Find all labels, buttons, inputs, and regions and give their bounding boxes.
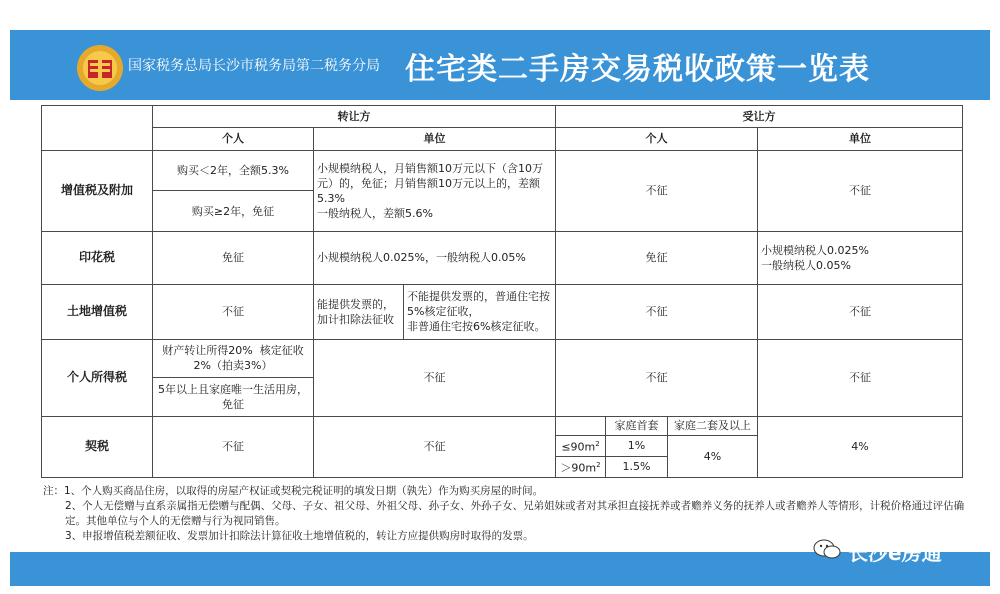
deed-corner xyxy=(556,416,606,435)
deed-area-gt90-text: ＞90m xyxy=(560,461,597,475)
income-individual-a2: 核定征收2%（拍卖3%） xyxy=(193,344,304,373)
vat-individual-b: 购买≥2年，免征 xyxy=(153,191,314,232)
stamp-buyer-individual: 免征 xyxy=(556,231,758,284)
land-unit-no-invoice-line2: 非普通住宅按6%核定征收。 xyxy=(407,320,546,334)
deed-second-rate: 4% xyxy=(668,435,758,477)
brand-watermark: 长沙e房通 xyxy=(848,541,942,565)
corner-cell xyxy=(42,106,153,151)
land-unit-invoice: 能提供发票的，加计扣除法征收 xyxy=(314,284,404,339)
stamp-unit: 小规模纳税人0.025%，一般纳税人0.05% xyxy=(314,231,556,284)
deed-area-le90-text: ≤90m xyxy=(561,440,596,454)
income-unit: 不征 xyxy=(314,339,556,416)
land-row-label: 土地增值税 xyxy=(42,284,153,339)
buyer-unit-header: 单位 xyxy=(758,128,963,150)
deed-individual: 不征 xyxy=(153,416,314,477)
note-1: 注：1、个人购买商品住房，以取得的房屋产权证或契税完税证明的填发日期（孰先）作为购买房屋的时间。 xyxy=(43,485,544,497)
deed-second-home-header: 家庭二套及以上 xyxy=(668,416,758,435)
page-title: 住宅类二手房交易税收政策一览表 xyxy=(405,52,870,87)
buyer-individual-header: 个人 xyxy=(556,128,758,150)
income-row-label: 个人所得税 xyxy=(42,339,153,416)
stamp-individual: 免征 xyxy=(153,231,314,284)
vat-unit-line1: 小规模纳税人，月销售额10万元以下（含10万元）的，免征；月销售额10万元以上的，差额5.3% xyxy=(317,161,543,205)
transferee-header: 受让方 xyxy=(556,106,963,128)
land-unit-no-invoice-line1: 不能提供发票的，普通住宅按5%核定征收， xyxy=(407,290,550,319)
income-buyer-unit: 不征 xyxy=(758,339,963,416)
income-individual-b: 5年以上且家庭唯一生活用房，免征 xyxy=(153,378,314,417)
footer-banner xyxy=(10,552,990,586)
vat-unit xyxy=(314,150,556,231)
org-name: 国家税务总局长沙市税务局第二税务分局 xyxy=(128,58,380,74)
deed-first-home-header: 家庭首套 xyxy=(606,416,668,435)
wechat-icon xyxy=(812,538,842,560)
note-2: 2、个人无偿赠与直系亲属指无偿赠与配偶、父母、子女、祖父母、外祖父母、孙子女、外孙子女、兄弟姐妹或者对其承担直接抚养或者赡养义务的抚养人或者赡养人等情形，计税价格通过评估确定。其他单位与个人的无偿赠与行为视同销售。 xyxy=(65,500,965,527)
vat-unit-line2: 一般纳税人，差额5.6% xyxy=(317,206,433,220)
income-buyer-individual: 不征 xyxy=(556,339,758,416)
tax-emblem-logo xyxy=(75,43,125,93)
deed-unit: 不征 xyxy=(314,416,556,477)
deed-first-le90: 1% xyxy=(606,435,668,456)
deed-area-le90 xyxy=(556,435,606,456)
income-individual-a xyxy=(153,339,314,378)
stamp-row-label: 印花税 xyxy=(42,231,153,284)
seller-individual-header: 个人 xyxy=(153,128,314,150)
land-buyer-individual: 不征 xyxy=(556,284,758,339)
deed-area-gt90 xyxy=(556,456,606,477)
land-individual: 不征 xyxy=(153,284,314,339)
stamp-buyer-unit xyxy=(758,231,963,284)
stamp-buyer-unit-a: 小规模纳税人0.025% xyxy=(761,243,869,257)
deed-row-label: 契税 xyxy=(42,416,153,477)
notes-section xyxy=(43,484,973,544)
note-3: 3、申报增值税差额征收、发票加计扣除法计算征收土地增值税的，转让方应提供购房时取得的发票。 xyxy=(65,530,534,542)
land-buyer-unit: 不征 xyxy=(758,284,963,339)
transferor-header: 转让方 xyxy=(153,106,556,128)
deed-area-le90-sup: 2 xyxy=(595,440,600,449)
stamp-buyer-unit-b: 一般纳税人0.05% xyxy=(761,258,851,272)
vat-individual-a: 购买＜2年，全额5.3% xyxy=(153,150,314,191)
seller-unit-header: 单位 xyxy=(314,128,556,150)
income-individual-a1: 财产转让所得20% xyxy=(162,344,253,358)
deed-first-gt90: 1.5% xyxy=(606,456,668,477)
vat-row-label: 增值税及附加 xyxy=(42,150,153,231)
deed-area-gt90-sup: 2 xyxy=(596,461,601,470)
vat-buyer-individual: 不征 xyxy=(556,150,758,231)
tax-policy-table xyxy=(41,105,962,478)
land-unit-no-invoice xyxy=(404,284,556,339)
vat-buyer-unit: 不征 xyxy=(758,150,963,231)
deed-buyer-unit: 4% xyxy=(758,416,963,477)
